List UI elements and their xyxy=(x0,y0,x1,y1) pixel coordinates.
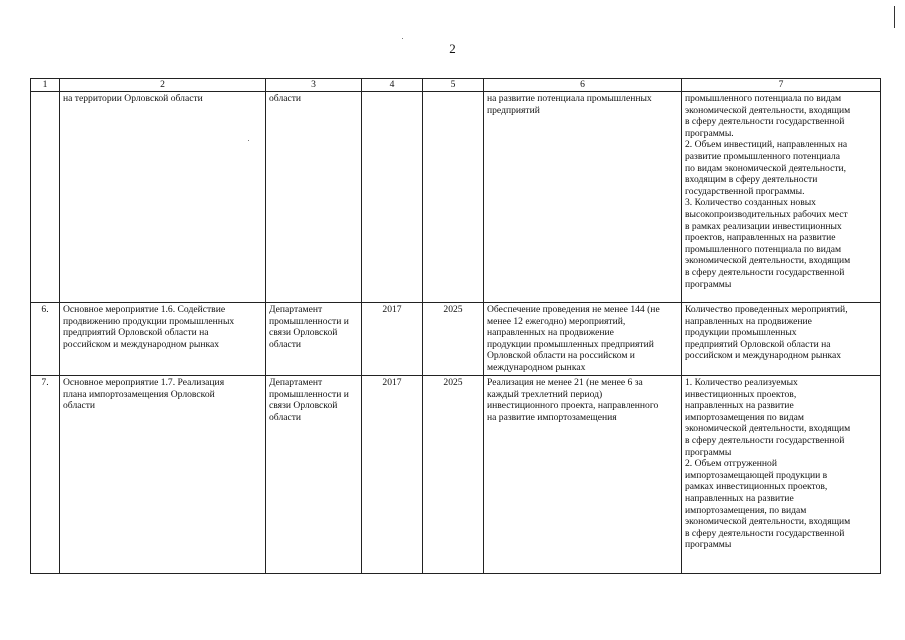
scan-edge-mark xyxy=(894,6,895,28)
row-number-cell: 7. xyxy=(31,376,60,574)
column-number-header: 1 xyxy=(31,79,60,92)
column-number-header: 5 xyxy=(423,79,484,92)
indicators-cell: 1. Количество реализуемых инвестиционных проектов, направленных на развитие импортозамещения по видам экономической деятельности, входящим в сферу деятельности государственной программы 2. Объем отгруженной импортозамещающей продукции в рамках инвестиционных проектов, направленных на развитие импортозамещения, по видам экономической деятельности, входящим в сферу деятельности государственной программы xyxy=(682,376,881,574)
column-number-header: 2 xyxy=(60,79,266,92)
column-number-header: 6 xyxy=(484,79,682,92)
expected-result-cell: на развитие потенциала промышленных предприятий xyxy=(484,92,682,303)
end-year-cell: 2025 xyxy=(423,303,484,376)
scan-speck xyxy=(402,38,403,39)
start-year-cell: 2017 xyxy=(362,303,423,376)
start-year-cell: 2017 xyxy=(362,376,423,574)
executor-cell: области xyxy=(266,92,362,303)
expected-result-cell: Обеспечение проведения не менее 144 (не менее 12 ежегодно) мероприятий, направленных на продвижение продукции промышленных предприятий Орловской области на российском и международном рынках xyxy=(484,303,682,376)
event-cell: на территории Орловской области xyxy=(60,92,266,303)
program-events-table xyxy=(30,78,881,574)
executor-cell: Департамент промышленности и связи Орловской области xyxy=(266,376,362,574)
row-number-cell: 6. xyxy=(31,303,60,376)
row-number-cell xyxy=(31,92,60,303)
page-number: 2 xyxy=(449,41,456,56)
event-cell: Основное мероприятие 1.7. Реализация плана импортозамещения Орловской области xyxy=(60,376,266,574)
column-number-row xyxy=(31,79,881,92)
expected-result-cell: Реализация не менее 21 (не менее 6 за каждый трехлетний период) инвестиционного проекта, направленного на развитие импортозамещения xyxy=(484,376,682,574)
table-row xyxy=(31,92,881,303)
end-year-cell xyxy=(423,92,484,303)
table-row xyxy=(31,376,881,574)
table-row xyxy=(31,303,881,376)
start-year-cell xyxy=(362,92,423,303)
column-number-header: 7 xyxy=(682,79,881,92)
event-cell: Основное мероприятие 1.6. Содействие продвижению продукции промышленных предприятий Орловской области на российском и международном рынках xyxy=(60,303,266,376)
executor-cell: Департамент промышленности и связи Орловской области xyxy=(266,303,362,376)
indicators-cell: промышленного потенциала по видам экономической деятельности, входящим в сферу деятельности государственной программы. 2. Объем инвестиций, направленных на развитие промышленного потенциала по видам экономической деятельности, входящим в сферу деятельности государственной программы. 3. Количество созданных новых высокопроизводительных рабочих мест в рамках реализации инвестиционных проектов, направленных на развитие промышленного потенциала по видам экономической деятельности, входящим в сферу деятельности государственной программы xyxy=(682,92,881,303)
indicators-cell: Количество проведенных мероприятий, направленных на продвижение продукции промышленных предприятий Орловской области на российском и международном рынках xyxy=(682,303,881,376)
column-number-header: 4 xyxy=(362,79,423,92)
column-number-header: 3 xyxy=(266,79,362,92)
end-year-cell: 2025 xyxy=(423,376,484,574)
